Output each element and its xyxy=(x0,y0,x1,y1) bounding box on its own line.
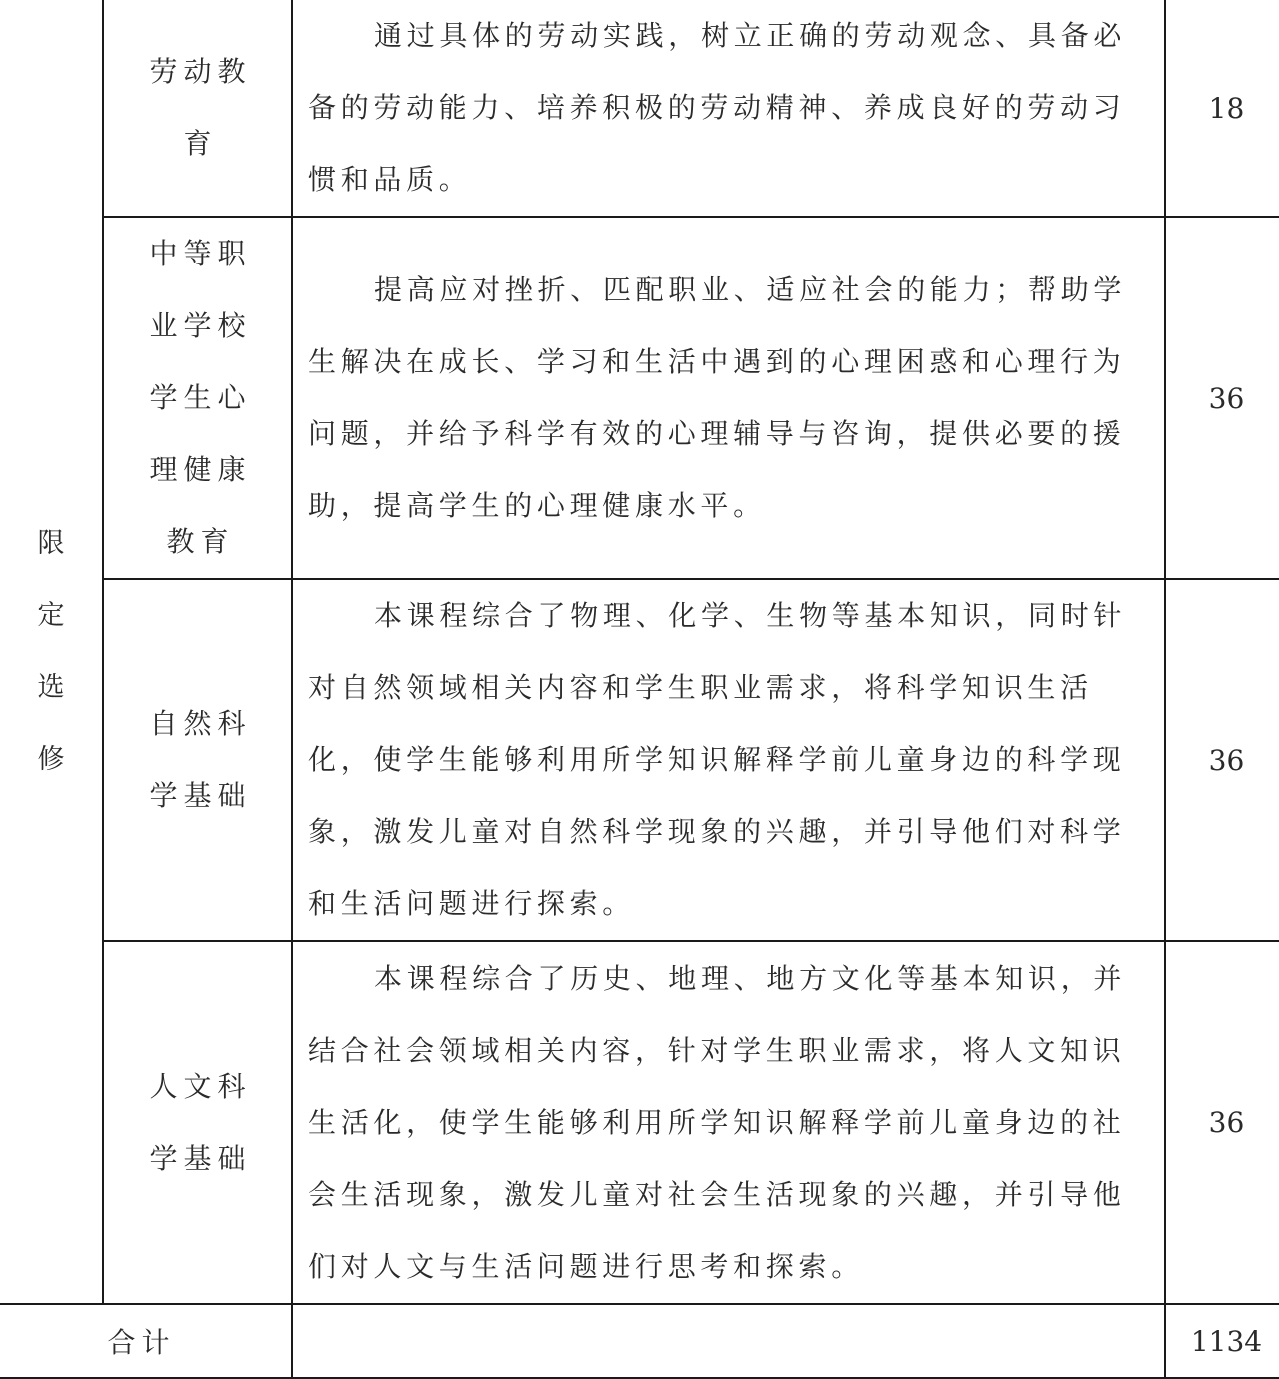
table-row xyxy=(0,941,1279,1304)
course-name: 人文科学基础 xyxy=(149,1069,252,1175)
course-name-cell xyxy=(103,941,292,1304)
table-row xyxy=(0,579,1279,941)
course-hours: 18 xyxy=(1165,0,1279,217)
total-hours: 1134 xyxy=(1165,1304,1279,1378)
table-row xyxy=(0,0,1279,217)
total-label: 合计 xyxy=(0,1304,292,1378)
table-row xyxy=(0,217,1279,579)
course-name: 自然科学基础 xyxy=(149,707,252,812)
course-description: 本课程综合了物理、化学、生物等基本知识，同时针对自然领域相关内容和学生职业需求，将科学知识生活化，使学生能够利用所学知识解释学前儿童身边的科学现象，激发儿童对自然科学现象的兴趣，并引导他们对科学和生活问题进行探索。 xyxy=(292,579,1165,941)
course-description: 提高应对挫折、匹配职业、适应社会的能力；帮助学生解决在成长、学习和生活中遇到的心理困惑和心理行为问题，并给予科学有效的心理辅导与咨询，提供必要的援助，提高学生的心理健康水平。 xyxy=(292,217,1165,579)
category-cell xyxy=(0,0,103,1304)
category-label: 限定选修 xyxy=(37,527,71,775)
total-row xyxy=(0,1304,1279,1378)
course-name-cell xyxy=(103,579,292,941)
course-description: 通过具体的劳动实践，树立正确的劳动观念、具备必备的劳动能力、培养积极的劳动精神、养成良好的劳动习惯和品质。 xyxy=(292,0,1165,217)
course-description: 本课程综合了历史、地理、地方文化等基本知识，并结合社会领域相关内容，针对学生职业需求，将人文知识生活化，使学生能够利用所学知识解释学前儿童身边的社会生活现象，激发儿童对社会生活现象的兴趣，并引导他们对人文与生活问题进行思考和探索。 xyxy=(292,941,1165,1304)
course-hours: 36 xyxy=(1165,217,1279,579)
course-name-cell xyxy=(103,0,292,217)
total-description xyxy=(292,1304,1165,1378)
course-hours: 36 xyxy=(1165,941,1279,1304)
course-name: 劳动教育 xyxy=(149,55,252,160)
course-name-cell xyxy=(103,217,292,579)
course-name: 中等职业学校学生心理健康教育 xyxy=(149,237,252,558)
course-hours: 36 xyxy=(1165,579,1279,941)
